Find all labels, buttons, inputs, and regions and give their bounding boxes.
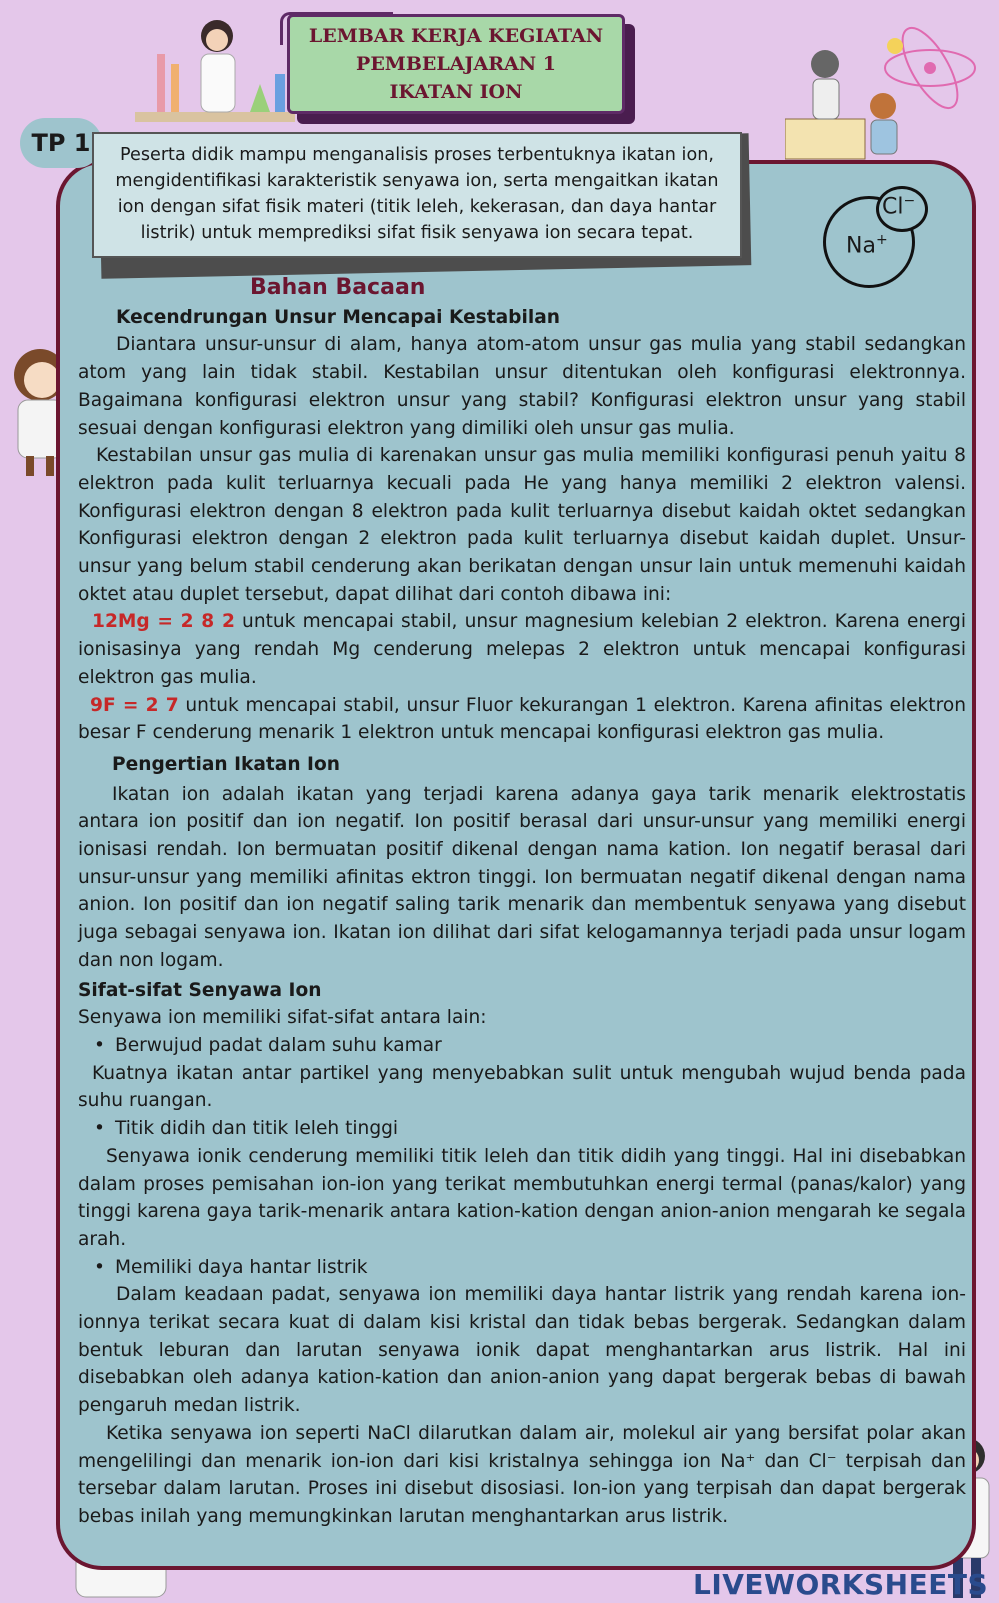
paragraph-3: Ikatan ion adalah ikatan yang terjadi karena adanya gaya tarik menarik elektrostatis antara ion positif dan ion negatif. Ion positif berasal dari unsur-unsur yang memiliki energi ionisasi rendah. Ion bermuatan positif dikenal dengan nama kation. Ion negatif berasal dari unsur-unsur yang memiliki afinitas ektron tinggi. Ion bermuatan negatif dikenal dengan nama anion. Ion positif dan ion negatif saling tarik menarik dan membentuk senyawa yang disebut juga sebagai senyawa ion. Ikatan ion dilihat dari sifat kelogamannya terjadi pada unsur logam dan non logam. <box>78 783 966 971</box>
cl-symbol: Cl <box>882 194 904 220</box>
mg-example <box>78 608 966 691</box>
reading-material <box>78 274 966 1531</box>
bullet-padat: • Berwujud padat dalam suhu kamar <box>94 1032 966 1060</box>
cl-charge: − <box>903 193 916 209</box>
f-example <box>78 692 966 747</box>
heading-kestabilan: Kecendrungan Unsur Mencapai Kestabilan <box>116 306 561 328</box>
na-symbol: Na <box>846 233 876 259</box>
scientist-girl-illustration <box>135 14 300 124</box>
title-line-3: IKATAN ION <box>389 81 523 103</box>
title-block <box>287 14 635 124</box>
f-formula: 9F = 2 7 <box>90 694 179 716</box>
liveworksheets-watermark: LIVEWORKSHEETS <box>693 1568 989 1601</box>
na-charge: + <box>875 232 888 248</box>
paragraph-1: Diantara unsur-unsur di alam, hanya atom-atom unsur gas mulia yang stabil sedangkan atom yang lain tidak stabil. Kestabilan unsur ditentukan oleh konfigurasi elektronnya. Bagaimana konfigurasi elektron unsur yang stabil? Konfigurasi elektron unsur yang stabil sesuai dengan konfigurasi elektron yang dimiliki oleh unsur gas mulia. <box>78 334 966 439</box>
paragraph-2: Kestabilan unsur gas mulia di karenakan unsur gas mulia memiliki konfigurasi penuh yaitu 8 elektron pada kulit terluarnya kecuali pada He yang hanya memiliki 2 elektron valensi. Konfigurasi elektron dengan 8 elektron pada kulit terluarnya disebut kaidah oktet sedangkan Konfigurasi elektron dengan 2 elektron pada kulit terluarnya disebut kaidah duplet. Unsur-unsur yang belum stabil cenderung akan berikatan dengan unsur lain untuk memenuhi kaidah oktet atau duplet tersebut, dapat dilihat dari contoh dibawa ini: <box>78 445 966 605</box>
cl-ion-label <box>882 193 915 219</box>
objective-card: Peserta didik mampu menganalisis proses terbentuknya ikatan ion, mengidentifikasi karakteristik senyawa ion, serta mengaitkan ikatan ion dengan sifat fisik materi (titik leleh, kekerasan, dan daya hantar listrik) untuk memprediksi sifat fisik senyawa ion secara tepat. <box>92 132 742 258</box>
mg-formula: 12Mg = 2 8 2 <box>92 611 235 633</box>
kids-reading-illustration <box>785 24 985 174</box>
na-ion-label <box>846 232 888 258</box>
mg-text: untuk mencapai stabil, unsur magnesium kelebian 2 elektron. Karena energi ionisasinya yang rendah Mg cenderung melepas 2 elektron untuk mencapai konfigurasi elektron gas mulia. <box>78 611 966 688</box>
bullet-daya-hantar: • Memiliki daya hantar listrik <box>94 1254 966 1282</box>
bullet-padat-text: Kuatnya ikatan antar partikel yang menyebabkan sulit untuk mengubah wujud benda pada suhu ruangan. <box>78 1062 966 1112</box>
section-title: Bahan Bacaan <box>250 275 426 300</box>
title-box <box>287 14 625 114</box>
paragraph-4: Ketika senyawa ion seperti NaCl dilarutkan dalam air, molekul air yang bersifat polar akan mengelilingi dan menarik ion-ion dari kisi kristalnya sehingga ion Na⁺ dan Cl⁻ terpisah dan tersebar dalam larutan. Proses ini disebut disosiasi. Ion-ion yang terpisah dan dapat bergerak bebas inilah yang memungkinkan larutan menghantarkan arus listrik. <box>78 1422 966 1527</box>
heading-sifat: Sifat-sifat Senyawa Ion <box>78 979 322 1001</box>
title-line-1: LEMBAR KERJA KEGIATAN <box>308 25 604 47</box>
tp-badge: TP 1 <box>20 118 102 168</box>
bullet-titik-leleh: • Titik didih dan titik leleh tinggi <box>94 1115 966 1143</box>
heading-pengertian: Pengertian Ikatan Ion <box>112 753 340 775</box>
title-line-2: PEMBELAJARAN 1 <box>356 53 556 75</box>
sifat-intro: Senyawa ion memiliki sifat-sifat antara lain: <box>78 1007 487 1029</box>
bullet-titik-leleh-text: Senyawa ionik cenderung memiliki titik leleh dan titik didih yang tinggi. Hal ini disebabkan dalam proses pemisahan ion-ion yang terikat membutuhkan energi termal (panas/kalor) yang tinggi karena gaya tarik-menarik antara kation-kation dengan anion-anion mengarah ke segala arah. <box>78 1145 966 1250</box>
bullet-daya-hantar-text: Dalam keadaan padat, senyawa ion memiliki daya hantar listrik yang rendah karena ion-ionnya terikat secara kuat di dalam kisi kristal dan tidak bebas bergerak. Sedangkan dalam bentuk leburan dan larutan senyawa ionik dapat menghantarkan arus listrik. Hal ini disebabkan oleh adanya kation-kation dan anion-anion yang dapat bergerak bebas di bawah pengaruh medan listrik. <box>78 1284 966 1417</box>
f-text: untuk mencapai stabil, unsur Fluor kekurangan 1 elektron. Karena afinitas elektron besar F cenderung menarik 1 elektron untuk mencapai konfigurasi elektron gas mulia. <box>78 694 966 744</box>
